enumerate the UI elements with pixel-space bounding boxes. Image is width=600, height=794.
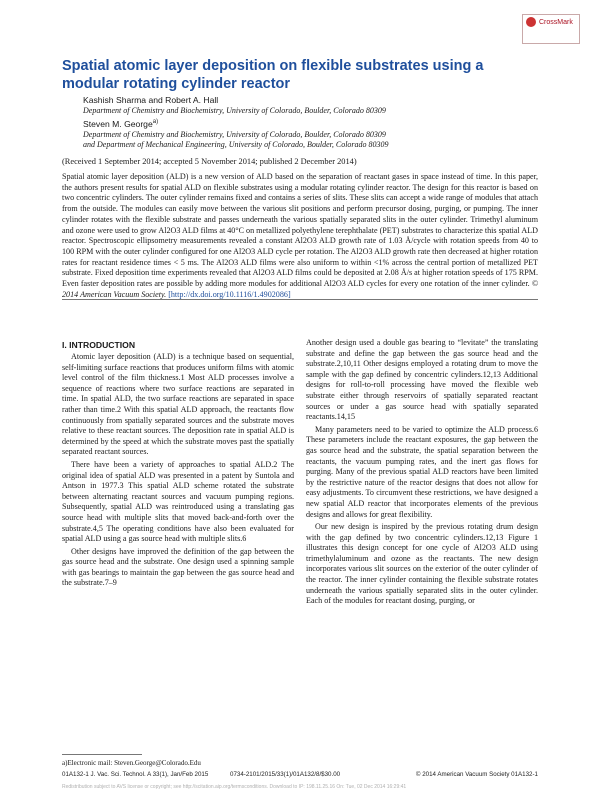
author-line-2 <box>83 119 158 129</box>
abstract-text: Spatial atomic layer deposition (ALD) is a new version of ALD based on the separation of reactant gases in space instead of time. In this paper, the authors present results for spatial ALD on flexible substrates using a modular rotating cylinder reactor. The design for this reactor is based on two concentric cylinders. The outer cylinder remains fixed and contains a series of slits. These slits can accept a wide range of modules that attach from the outside. The modules can easily move between the various slit positions and perform precursor dosing, purging, or pumping. The inner cylinder rotates with the flexible substrate and passes underneath the various spatially separated slits in the outer cylinder. Trimethyl aluminum and ozone were used to grow Al2O3 ALD films at 40°C on metallized polyethylene terephthalate (PET) substrates to characterize this spatial ALD reactor. Spectroscopic ellipsometry measurements revealed a constant Al2O3 ALD growth rate of 1.03 Å/cycle with rotation speeds from 40 to 100 RPM with the outer cylinder configured for one Al2O3 ALD cycle per rotation. The Al2O3 ALD growth rate then decreased at higher rotation rates for reactant residence times < 5 ms. The Al2O3 ALD films were also uniform to within <1% across the central portion of metallized PET substrate. Fixed deposition time experiments revealed that Al2O3 ALD films could be deposited at 2.08 Å/s at higher rotation speeds of 175 RPM. Even faster deposition rates are possible by adding more modules for additional Al2O3 ALD cycles for every one rotation of the inner cylinder. <box>62 172 538 289</box>
crossmark-logo[interactable] <box>522 14 580 44</box>
paragraph: Another design used a double gas bearing to “levitate” the translating substrate and define the gap between the gas source head and the substrate.2,10,11 Other designs employed a rotating drum to move the sample with the gap defined by concentric cylinders.12,13 Additional designs for roll-to-roll processing have moved the flexible web substrate either through reservoirs of spatially separated reactant sources or under a gas source head with spatially separated reactants.14,15 <box>306 338 538 422</box>
left-column <box>62 352 294 591</box>
affiliation-2b: and Department of Mechanical Engineering, University of Colorado, Boulder, Colorado 80309 <box>83 140 389 149</box>
abstract <box>62 172 538 300</box>
crossmark-icon <box>526 17 536 27</box>
footer-left: 01A132-1 J. Vac. Sci. Technol. A 33(1), Jan/Feb 2015 <box>62 771 209 778</box>
crossmark-label: CrossMark <box>539 18 573 26</box>
doi-link[interactable]: [http://dx.doi.org/10.1116/1.4902086] <box>168 289 291 299</box>
abstract-divider <box>62 299 538 300</box>
paragraph: Other designs have improved the definition of the gap between the gas source head and the substrate. One design used a spinning sample with gas bearings to maintain the gap between the gas source head and the substrate.7–9 <box>62 546 294 588</box>
paragraph: Atomic layer deposition (ALD) is a technique based on sequential, self-limiting surface reactions that produces uniform films with atomic level control of the film thickness.1 Most ALD processes involve a sequence of reactions where two surface reactions are separated in time. In spatial ALD, the two surface reactions are separated in space rather than time.2 With this spatial ALD approach, the reactants flow continuously from spatially separated sources and the substrate moves relative to these reactant sources. The deposition rate in spatial ALD is determined by the speed at which the substrate moves past the spatially separated reactant sources. <box>62 352 294 457</box>
footer-right: © 2014 American Vacuum Society 01A132-1 <box>415 771 538 778</box>
author-name: Steven M. George <box>83 119 153 129</box>
paragraph: There have been a variety of approaches to spatial ALD.2 The original idea of spatial ALD was presented in a patent by Suntola and Antson in 1977.3 This spatial ALD scheme rotated the substrate between alternating reactant sources and vacuum pumping regions. Subsequently, spatial ALD was reintroduced using a translating gas source head with multiple slits that moved back-and-forth over the substrate.4,5 The operating conditions have also been evaluated for spatial ALD using a gas source head with multiple slits.6 <box>62 459 294 544</box>
paper-title: Spatial atomic layer deposition on flexible substrates using a modular rotating cylinder reactor <box>62 58 484 92</box>
received-dates: (Received 1 September 2014; accepted 5 November 2014; published 2 December 2014) <box>62 157 357 166</box>
footer-middle: 0734-2101/2015/33(1)/01A132/8/$30.00 <box>230 771 341 778</box>
right-column <box>306 338 538 609</box>
footnote-divider <box>62 754 142 755</box>
copyright: © 2014 American Vacuum Society. <box>62 279 538 299</box>
paragraph: Our new design is inspired by the previous rotating drum design with the gap defined by two concentric cylinders.12,13 Figure 1 illustrates this design concept for one cycle of Al2O3 ALD using trimethylaluminum and ozone as the reactants. The new design incorporates various slit sources on the exterior of the outer cylinder of the reactor. The inner cylinder containing the flexible substrate rotates underneath the various spatially separated slits in the outer cylinder. Each of the modules for reactant dosing, purging, or <box>306 522 538 606</box>
author-footnote-mark[interactable]: a) <box>152 119 159 126</box>
author-line-1: Kashish Sharma and Robert A. Hall <box>83 95 219 105</box>
paragraph: Many parameters need to be varied to optimize the ALD process.6 These parameters include the reactant exposures, the gap between the gas source head and the substrate, the spatial separation between the reactants, the vacuum pumping rates, and the inert gas flows for purging. Many of the previous spatial ALD reactors have been limited by the restrictive nature of the reactor designs that does not allow for easy adjustments. To circumvent these restrictions, we have designed a new spatial ALD reactor that incorporates elements of the previous designs and allows for great flexibility. <box>306 424 538 519</box>
affiliation-1: Department of Chemistry and Biochemistry, University of Colorado, Boulder, Colorado 80309 <box>83 106 386 115</box>
affiliation-2a: Department of Chemistry and Biochemistry, University of Colorado, Boulder, Colorado 80309 <box>83 130 386 139</box>
section-heading: I. INTRODUCTION <box>62 340 136 350</box>
download-notice: Redistribution subject to AVS license or copyright; see http://scitation.aip.org/termsconditions. Download to IP: 198.11.25.16 On: Tue, 02 Dec 2014 16:29:41 <box>62 784 407 790</box>
footnote: a)Electronic mail: Steven.George@Colorado.Edu <box>62 759 201 767</box>
